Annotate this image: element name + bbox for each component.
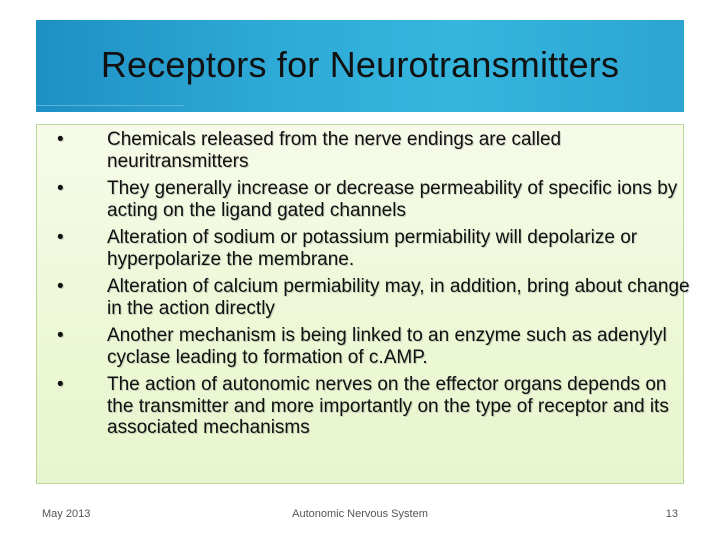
bullet-item — [57, 276, 697, 319]
bullet-dot-icon: • — [57, 276, 64, 297]
content-box — [36, 124, 690, 484]
bullet-dot-icon: • — [57, 374, 64, 395]
bullet-dot-icon: • — [57, 178, 64, 199]
bullet-item — [57, 129, 697, 172]
title-bar — [36, 20, 684, 112]
bullet-text: The action of autonomic nerves on the effector organs depends on the transmitter and more importantly on the type of receptor and its associated mechanisms — [107, 374, 669, 438]
bullet-dot-icon: • — [57, 227, 64, 248]
title-underline — [36, 105, 184, 106]
bullet-text: Another mechanism is being linked to an enzyme such as adenylyl cyclase leading to formation of c.AMP. — [107, 325, 667, 368]
slide-title: Receptors for Neurotransmitters — [100, 44, 620, 85]
footer-date: May 2013 — [42, 508, 91, 520]
bullet-dot-icon: • — [57, 129, 64, 150]
bullet-item — [57, 227, 697, 270]
bullet-list — [57, 129, 697, 445]
bullet-item — [57, 178, 697, 221]
bullet-text: They generally increase or decrease permeability of specific ions by acting on the ligand gated channels — [107, 178, 678, 221]
bullet-item — [57, 325, 697, 368]
bullet-text: Alteration of calcium permiability may, in addition, bring about change in the action directly — [107, 276, 690, 319]
bullet-text: Chemicals released from the nerve endings are called neuritransmitters — [107, 129, 562, 172]
bullet-text: Alteration of sodium or potassium permiability will depolarize or hyperpolarize the membrane. — [107, 227, 638, 270]
footer-title: Autonomic Nervous System — [292, 508, 428, 520]
page-number: 13 — [665, 508, 678, 520]
bullet-item — [57, 374, 697, 439]
bullet-dot-icon: • — [57, 325, 64, 346]
